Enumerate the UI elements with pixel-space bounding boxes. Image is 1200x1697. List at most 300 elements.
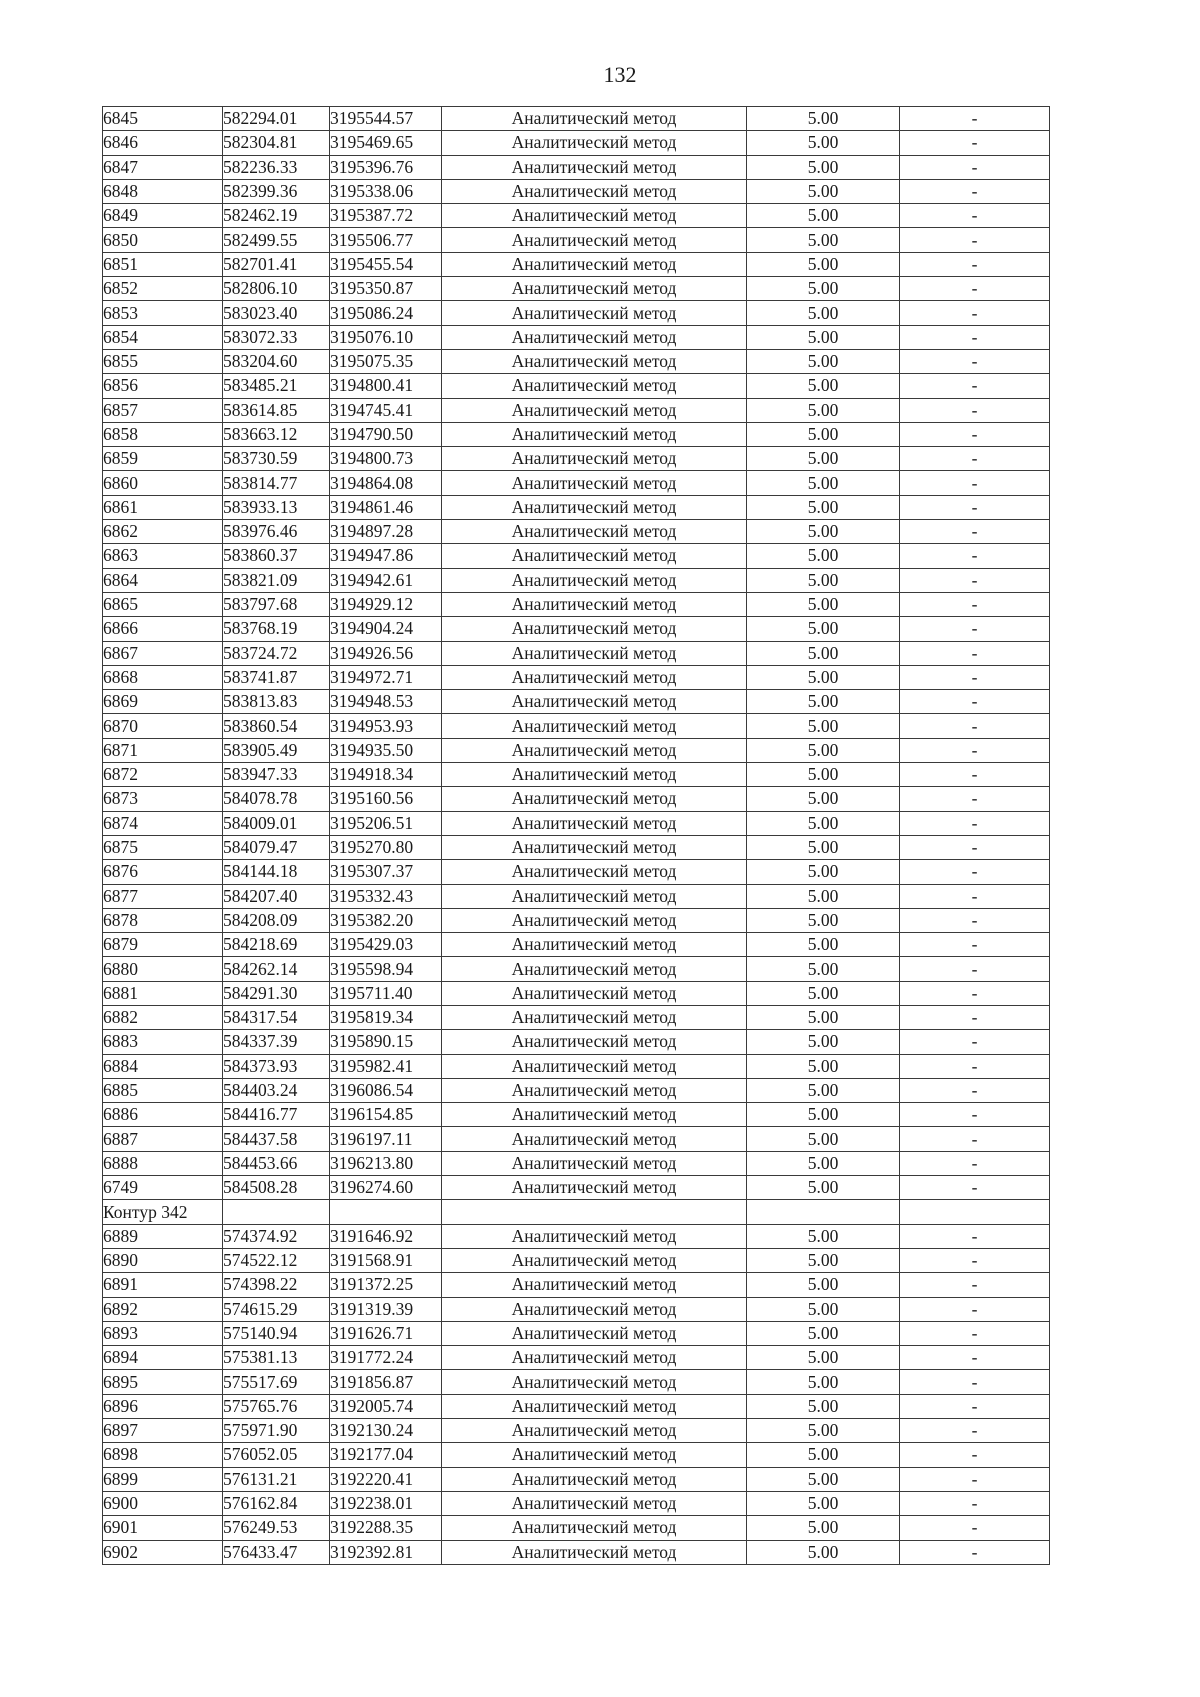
point-number-cell: 6902	[103, 1540, 223, 1564]
table-row	[103, 665, 1050, 689]
note-cell: -	[900, 398, 1050, 422]
method-cell: Аналитический метод	[442, 301, 747, 325]
y-coordinate-cell: 3195455.54	[330, 252, 442, 276]
method-cell: Аналитический метод	[442, 738, 747, 762]
x-coordinate-cell: 574615.29	[223, 1297, 330, 1321]
point-number-cell: 6876	[103, 860, 223, 884]
table-row	[103, 1419, 1050, 1443]
table-row	[103, 1297, 1050, 1321]
note-cell: -	[900, 155, 1050, 179]
point-number-cell: 6888	[103, 1151, 223, 1175]
method-cell: Аналитический метод	[442, 1346, 747, 1370]
method-cell: Аналитический метод	[442, 884, 747, 908]
point-number-cell: 6867	[103, 641, 223, 665]
accuracy-cell: 5.00	[747, 301, 900, 325]
point-number-cell: 6860	[103, 471, 223, 495]
x-coordinate-cell: 576131.21	[223, 1467, 330, 1491]
point-number-cell: 6868	[103, 665, 223, 689]
y-coordinate-cell: 3192177.04	[330, 1443, 442, 1467]
note-cell: -	[900, 1540, 1050, 1564]
method-cell: Аналитический метод	[442, 1491, 747, 1515]
y-coordinate-cell: 3195429.03	[330, 933, 442, 957]
x-coordinate-cell: 583730.59	[223, 447, 330, 471]
note-cell: -	[900, 1224, 1050, 1248]
note-cell: -	[900, 1176, 1050, 1200]
table-row	[103, 1540, 1050, 1564]
method-cell: Аналитический метод	[442, 398, 747, 422]
method-cell: Аналитический метод	[442, 1248, 747, 1272]
y-coordinate-cell: 3194947.86	[330, 544, 442, 568]
x-coordinate-cell: 575971.90	[223, 1419, 330, 1443]
x-coordinate-cell: 583023.40	[223, 301, 330, 325]
note-cell: -	[900, 325, 1050, 349]
accuracy-cell: 5.00	[747, 1321, 900, 1345]
point-number-cell: 6869	[103, 690, 223, 714]
accuracy-cell: 5.00	[747, 1346, 900, 1370]
x-coordinate-cell: 575140.94	[223, 1321, 330, 1345]
y-coordinate-cell: 3195890.15	[330, 1030, 442, 1054]
note-cell: -	[900, 1443, 1050, 1467]
x-coordinate-cell: 583768.19	[223, 617, 330, 641]
y-coordinate-cell: 3194972.71	[330, 665, 442, 689]
y-coordinate-cell: 3195982.41	[330, 1054, 442, 1078]
y-coordinate-cell: 3194918.34	[330, 763, 442, 787]
table-row	[103, 714, 1050, 738]
method-cell: Аналитический метод	[442, 179, 747, 203]
point-number-cell: 6849	[103, 204, 223, 228]
accuracy-cell: 5.00	[747, 811, 900, 835]
x-coordinate-cell: 584317.54	[223, 1005, 330, 1029]
accuracy-cell: 5.00	[747, 1297, 900, 1321]
note-cell: -	[900, 884, 1050, 908]
method-cell: Аналитический метод	[442, 447, 747, 471]
note-cell: -	[900, 860, 1050, 884]
method-cell: Аналитический метод	[442, 252, 747, 276]
accuracy-cell: 5.00	[747, 374, 900, 398]
point-number-cell: 6861	[103, 495, 223, 519]
accuracy-cell: 5.00	[747, 714, 900, 738]
x-coordinate-cell: 583976.46	[223, 520, 330, 544]
note-cell: -	[900, 1151, 1050, 1175]
x-coordinate-cell: 584403.24	[223, 1078, 330, 1102]
note-cell: -	[900, 641, 1050, 665]
table-row	[103, 738, 1050, 762]
y-coordinate-cell: 3195544.57	[330, 107, 442, 131]
x-coordinate-cell: 583814.77	[223, 471, 330, 495]
table-row	[103, 398, 1050, 422]
method-cell: Аналитический метод	[442, 860, 747, 884]
point-number-cell: 6865	[103, 592, 223, 616]
table-row	[103, 179, 1050, 203]
accuracy-cell: 5.00	[747, 228, 900, 252]
point-number-cell: 6850	[103, 228, 223, 252]
method-cell: Аналитический метод	[442, 471, 747, 495]
note-cell: -	[900, 277, 1050, 301]
table-row	[103, 835, 1050, 859]
method-cell: Аналитический метод	[442, 568, 747, 592]
accuracy-cell: 5.00	[747, 495, 900, 519]
table-row	[103, 1370, 1050, 1394]
method-cell: Аналитический метод	[442, 374, 747, 398]
note-cell: -	[900, 787, 1050, 811]
y-coordinate-cell: 3191319.39	[330, 1297, 442, 1321]
table-row	[103, 641, 1050, 665]
table-row	[103, 933, 1050, 957]
y-coordinate-cell: 3195076.10	[330, 325, 442, 349]
method-cell: Аналитический метод	[442, 1297, 747, 1321]
point-number-cell: 6898	[103, 1443, 223, 1467]
note-cell: -	[900, 1054, 1050, 1078]
table-row	[103, 155, 1050, 179]
accuracy-cell: 5.00	[747, 204, 900, 228]
point-number-cell: 6890	[103, 1248, 223, 1272]
point-number-cell: 6884	[103, 1054, 223, 1078]
point-number-cell: 6870	[103, 714, 223, 738]
accuracy-cell: 5.00	[747, 617, 900, 641]
point-number-cell: 6854	[103, 325, 223, 349]
note-cell: -	[900, 228, 1050, 252]
note-cell: -	[900, 1078, 1050, 1102]
y-coordinate-cell: 3194897.28	[330, 520, 442, 544]
accuracy-cell: 5.00	[747, 763, 900, 787]
x-coordinate-cell: 582399.36	[223, 179, 330, 203]
empty-cell	[442, 1200, 747, 1224]
empty-cell	[330, 1200, 442, 1224]
method-cell: Аналитический метод	[442, 1176, 747, 1200]
accuracy-cell: 5.00	[747, 860, 900, 884]
x-coordinate-cell: 584079.47	[223, 835, 330, 859]
point-number-cell: 6893	[103, 1321, 223, 1345]
table-row	[103, 495, 1050, 519]
note-cell: -	[900, 495, 1050, 519]
accuracy-cell: 5.00	[747, 641, 900, 665]
y-coordinate-cell: 3194861.46	[330, 495, 442, 519]
point-number-cell: 6872	[103, 763, 223, 787]
table-row	[103, 981, 1050, 1005]
table-row	[103, 277, 1050, 301]
method-cell: Аналитический метод	[442, 641, 747, 665]
method-cell: Аналитический метод	[442, 422, 747, 446]
accuracy-cell: 5.00	[747, 1054, 900, 1078]
x-coordinate-cell: 584144.18	[223, 860, 330, 884]
x-coordinate-cell: 583663.12	[223, 422, 330, 446]
accuracy-cell: 5.00	[747, 957, 900, 981]
x-coordinate-cell: 584218.69	[223, 933, 330, 957]
y-coordinate-cell: 3192220.41	[330, 1467, 442, 1491]
accuracy-cell: 5.00	[747, 1224, 900, 1248]
note-cell: -	[900, 592, 1050, 616]
table-row	[103, 690, 1050, 714]
accuracy-cell: 5.00	[747, 1419, 900, 1443]
table-row	[103, 1224, 1050, 1248]
x-coordinate-cell: 583072.33	[223, 325, 330, 349]
point-number-cell: 6845	[103, 107, 223, 131]
point-number-cell: 6875	[103, 835, 223, 859]
section-row	[103, 1200, 1050, 1224]
point-number-cell: 6885	[103, 1078, 223, 1102]
point-number-cell: 6749	[103, 1176, 223, 1200]
method-cell: Аналитический метод	[442, 1321, 747, 1345]
y-coordinate-cell: 3191772.24	[330, 1346, 442, 1370]
accuracy-cell: 5.00	[747, 131, 900, 155]
method-cell: Аналитический метод	[442, 957, 747, 981]
method-cell: Аналитический метод	[442, 1516, 747, 1540]
x-coordinate-cell: 583947.33	[223, 763, 330, 787]
y-coordinate-cell: 3192288.35	[330, 1516, 442, 1540]
table-row	[103, 1005, 1050, 1029]
point-number-cell: 6878	[103, 908, 223, 932]
table-row	[103, 301, 1050, 325]
method-cell: Аналитический метод	[442, 908, 747, 932]
y-coordinate-cell: 3192392.81	[330, 1540, 442, 1564]
table-row	[103, 908, 1050, 932]
table-row	[103, 204, 1050, 228]
point-number-cell: 6896	[103, 1394, 223, 1418]
table-row	[103, 374, 1050, 398]
note-cell: -	[900, 204, 1050, 228]
method-cell: Аналитический метод	[442, 1540, 747, 1564]
table-row	[103, 1248, 1050, 1272]
table-row	[103, 763, 1050, 787]
x-coordinate-cell: 575381.13	[223, 1346, 330, 1370]
y-coordinate-cell: 3194864.08	[330, 471, 442, 495]
method-cell: Аналитический метод	[442, 1467, 747, 1491]
point-number-cell: 6857	[103, 398, 223, 422]
y-coordinate-cell: 3192238.01	[330, 1491, 442, 1515]
point-number-cell: 6883	[103, 1030, 223, 1054]
x-coordinate-cell: 583614.85	[223, 398, 330, 422]
method-cell: Аналитический метод	[442, 1078, 747, 1102]
method-cell: Аналитический метод	[442, 228, 747, 252]
point-number-cell: 6900	[103, 1491, 223, 1515]
x-coordinate-cell: 576433.47	[223, 1540, 330, 1564]
note-cell: -	[900, 252, 1050, 276]
y-coordinate-cell: 3191856.87	[330, 1370, 442, 1394]
accuracy-cell: 5.00	[747, 1516, 900, 1540]
note-cell: -	[900, 422, 1050, 446]
table-row	[103, 884, 1050, 908]
point-number-cell: 6882	[103, 1005, 223, 1029]
accuracy-cell: 5.00	[747, 544, 900, 568]
y-coordinate-cell: 3195506.77	[330, 228, 442, 252]
coordinates-table	[102, 106, 1050, 1565]
y-coordinate-cell: 3194935.50	[330, 738, 442, 762]
point-number-cell: 6879	[103, 933, 223, 957]
x-coordinate-cell: 583797.68	[223, 592, 330, 616]
y-coordinate-cell: 3195396.76	[330, 155, 442, 179]
x-coordinate-cell: 582499.55	[223, 228, 330, 252]
table-row	[103, 592, 1050, 616]
table-row	[103, 617, 1050, 641]
y-coordinate-cell: 3195819.34	[330, 1005, 442, 1029]
x-coordinate-cell: 583905.49	[223, 738, 330, 762]
x-coordinate-cell: 584262.14	[223, 957, 330, 981]
method-cell: Аналитический метод	[442, 1224, 747, 1248]
accuracy-cell: 5.00	[747, 1491, 900, 1515]
point-number-cell: 6877	[103, 884, 223, 908]
table-row	[103, 1176, 1050, 1200]
note-cell: -	[900, 301, 1050, 325]
note-cell: -	[900, 933, 1050, 957]
y-coordinate-cell: 3194953.93	[330, 714, 442, 738]
table-row	[103, 131, 1050, 155]
x-coordinate-cell: 583485.21	[223, 374, 330, 398]
table-row	[103, 349, 1050, 373]
method-cell: Аналитический метод	[442, 592, 747, 616]
note-cell: -	[900, 665, 1050, 689]
x-coordinate-cell: 583821.09	[223, 568, 330, 592]
y-coordinate-cell: 3196213.80	[330, 1151, 442, 1175]
point-number-cell: 6855	[103, 349, 223, 373]
x-coordinate-cell: 584208.09	[223, 908, 330, 932]
note-cell: -	[900, 568, 1050, 592]
note-cell: -	[900, 1467, 1050, 1491]
y-coordinate-cell: 3194948.53	[330, 690, 442, 714]
point-number-cell: 6863	[103, 544, 223, 568]
y-coordinate-cell: 3191372.25	[330, 1273, 442, 1297]
table-row	[103, 471, 1050, 495]
accuracy-cell: 5.00	[747, 1540, 900, 1564]
note-cell: -	[900, 447, 1050, 471]
method-cell: Аналитический метод	[442, 495, 747, 519]
table-row	[103, 1054, 1050, 1078]
x-coordinate-cell: 582236.33	[223, 155, 330, 179]
point-number-cell: 6862	[103, 520, 223, 544]
method-cell: Аналитический метод	[442, 811, 747, 835]
x-coordinate-cell: 582806.10	[223, 277, 330, 301]
note-cell: -	[900, 957, 1050, 981]
accuracy-cell: 5.00	[747, 107, 900, 131]
accuracy-cell: 5.00	[747, 884, 900, 908]
empty-cell	[747, 1200, 900, 1224]
method-cell: Аналитический метод	[442, 1419, 747, 1443]
accuracy-cell: 5.00	[747, 520, 900, 544]
method-cell: Аналитический метод	[442, 690, 747, 714]
accuracy-cell: 5.00	[747, 1127, 900, 1151]
x-coordinate-cell: 576249.53	[223, 1516, 330, 1540]
table-row	[103, 107, 1050, 131]
point-number-cell: 6846	[103, 131, 223, 155]
accuracy-cell: 5.00	[747, 447, 900, 471]
accuracy-cell: 5.00	[747, 738, 900, 762]
y-coordinate-cell: 3195332.43	[330, 884, 442, 908]
x-coordinate-cell: 575517.69	[223, 1370, 330, 1394]
note-cell: -	[900, 617, 1050, 641]
point-number-cell: 6864	[103, 568, 223, 592]
section-label-cell: Контур 342	[103, 1200, 223, 1224]
accuracy-cell: 5.00	[747, 1394, 900, 1418]
accuracy-cell: 5.00	[747, 592, 900, 616]
y-coordinate-cell: 3191626.71	[330, 1321, 442, 1345]
x-coordinate-cell: 584291.30	[223, 981, 330, 1005]
x-coordinate-cell: 583741.87	[223, 665, 330, 689]
y-coordinate-cell: 3195206.51	[330, 811, 442, 835]
point-number-cell: 6901	[103, 1516, 223, 1540]
accuracy-cell: 5.00	[747, 1078, 900, 1102]
table-row	[103, 860, 1050, 884]
y-coordinate-cell: 3194745.41	[330, 398, 442, 422]
method-cell: Аналитический метод	[442, 835, 747, 859]
x-coordinate-cell: 584373.93	[223, 1054, 330, 1078]
point-number-cell: 6899	[103, 1467, 223, 1491]
note-cell: -	[900, 1127, 1050, 1151]
accuracy-cell: 5.00	[747, 471, 900, 495]
note-cell: -	[900, 1321, 1050, 1345]
method-cell: Аналитический метод	[442, 277, 747, 301]
point-number-cell: 6871	[103, 738, 223, 762]
point-number-cell: 6873	[103, 787, 223, 811]
y-coordinate-cell: 3194904.24	[330, 617, 442, 641]
method-cell: Аналитический метод	[442, 787, 747, 811]
note-cell: -	[900, 1297, 1050, 1321]
method-cell: Аналитический метод	[442, 665, 747, 689]
method-cell: Аналитический метод	[442, 763, 747, 787]
point-number-cell: 6866	[103, 617, 223, 641]
point-number-cell: 6856	[103, 374, 223, 398]
y-coordinate-cell: 3195160.56	[330, 787, 442, 811]
point-number-cell: 6847	[103, 155, 223, 179]
table-row	[103, 1078, 1050, 1102]
note-cell: -	[900, 349, 1050, 373]
x-coordinate-cell: 584078.78	[223, 787, 330, 811]
accuracy-cell: 5.00	[747, 933, 900, 957]
note-cell: -	[900, 1005, 1050, 1029]
point-number-cell: 6892	[103, 1297, 223, 1321]
x-coordinate-cell: 584453.66	[223, 1151, 330, 1175]
point-number-cell: 6848	[103, 179, 223, 203]
note-cell: -	[900, 738, 1050, 762]
y-coordinate-cell: 3195711.40	[330, 981, 442, 1005]
note-cell: -	[900, 520, 1050, 544]
table-row	[103, 422, 1050, 446]
table-row	[103, 811, 1050, 835]
table-row	[103, 325, 1050, 349]
method-cell: Аналитический метод	[442, 1273, 747, 1297]
accuracy-cell: 5.00	[747, 398, 900, 422]
accuracy-cell: 5.00	[747, 155, 900, 179]
x-coordinate-cell: 584508.28	[223, 1176, 330, 1200]
x-coordinate-cell: 583813.83	[223, 690, 330, 714]
table-row	[103, 1151, 1050, 1175]
x-coordinate-cell: 582462.19	[223, 204, 330, 228]
x-coordinate-cell: 582701.41	[223, 252, 330, 276]
table-row	[103, 1467, 1050, 1491]
point-number-cell: 6889	[103, 1224, 223, 1248]
accuracy-cell: 5.00	[747, 1151, 900, 1175]
y-coordinate-cell: 3196197.11	[330, 1127, 442, 1151]
note-cell: -	[900, 714, 1050, 738]
y-coordinate-cell: 3194800.73	[330, 447, 442, 471]
accuracy-cell: 5.00	[747, 1248, 900, 1272]
x-coordinate-cell: 574374.92	[223, 1224, 330, 1248]
method-cell: Аналитический метод	[442, 617, 747, 641]
method-cell: Аналитический метод	[442, 1370, 747, 1394]
y-coordinate-cell: 3196154.85	[330, 1103, 442, 1127]
y-coordinate-cell: 3194929.12	[330, 592, 442, 616]
accuracy-cell: 5.00	[747, 1467, 900, 1491]
y-coordinate-cell: 3195387.72	[330, 204, 442, 228]
note-cell: -	[900, 1419, 1050, 1443]
y-coordinate-cell: 3195075.35	[330, 349, 442, 373]
table-row	[103, 1103, 1050, 1127]
x-coordinate-cell: 584009.01	[223, 811, 330, 835]
accuracy-cell: 5.00	[747, 908, 900, 932]
point-number-cell: 6881	[103, 981, 223, 1005]
table-row	[103, 957, 1050, 981]
y-coordinate-cell: 3196086.54	[330, 1078, 442, 1102]
y-coordinate-cell: 3195469.65	[330, 131, 442, 155]
note-cell: -	[900, 908, 1050, 932]
